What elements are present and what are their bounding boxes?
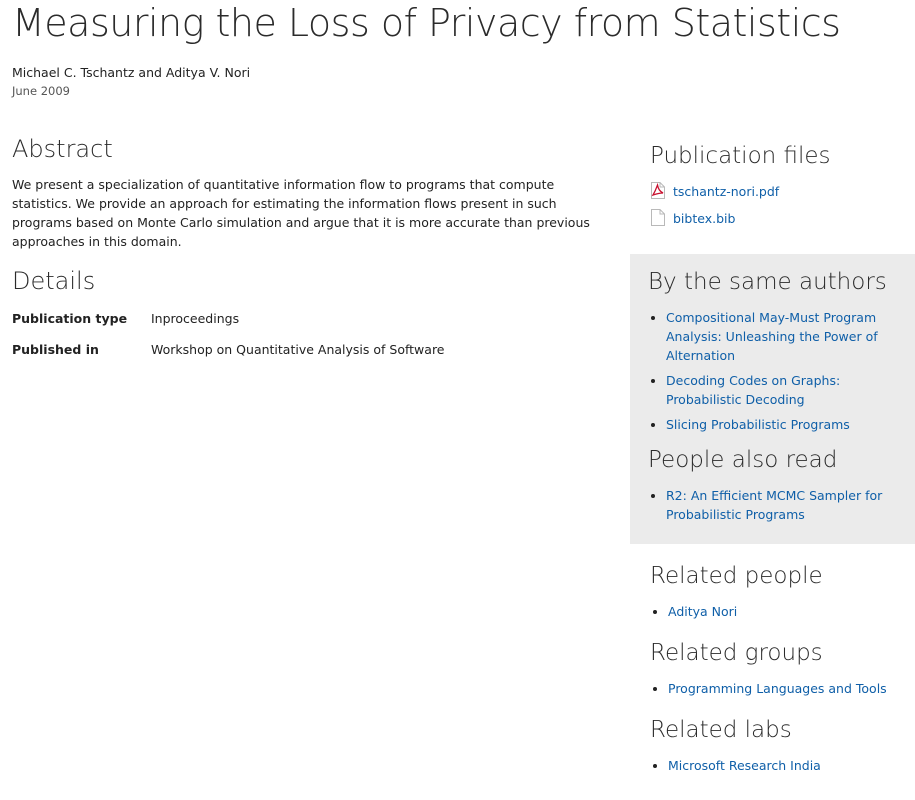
same-authors-link[interactable]: Slicing Probabilistic Programs — [666, 417, 850, 432]
related-labs-section — [630, 714, 915, 775]
file-item — [650, 209, 915, 236]
related-group-link[interactable]: Programming Languages and Tools — [668, 681, 887, 696]
also-read-list — [648, 486, 897, 524]
same-authors-link[interactable]: Decoding Codes on Graphs: Probabilistic Decoding — [666, 373, 841, 407]
related-people-section — [630, 560, 915, 621]
list-item — [668, 679, 915, 698]
sidebar — [630, 140, 915, 781]
details-row — [12, 342, 445, 373]
related-lab-link[interactable]: Microsoft Research India — [668, 758, 821, 773]
publication-date: June 2009 — [12, 84, 70, 98]
published-in-label: Published in — [12, 342, 99, 357]
also-read-link[interactable]: R2: An Efficient MCMC Sampler for Probabilistic Programs — [666, 488, 883, 522]
list-item — [666, 486, 897, 524]
related-people-heading: Related people — [650, 563, 823, 589]
pdf-file-link[interactable]: tschantz-nori.pdf — [673, 184, 780, 199]
same-authors-link[interactable]: Compositional May-Must Program Analysis: Unleashing the Power of Alternation — [666, 310, 878, 363]
people-also-read-heading: People also read — [648, 447, 838, 473]
list-item — [666, 308, 897, 365]
published-in-value: Workshop on Quantitative Analysis of Software — [151, 342, 445, 357]
related-groups-list — [650, 679, 915, 698]
related-labs-list — [650, 756, 915, 775]
publication-files-heading: Publication files — [650, 143, 831, 169]
file-item — [650, 182, 915, 209]
list-item — [666, 415, 897, 434]
file-list — [650, 182, 915, 236]
details-heading: Details — [12, 267, 96, 295]
publication-files-section — [630, 140, 915, 236]
authors-line: Michael C. Tschantz and Aditya V. Nori — [12, 65, 251, 80]
abstract-text: We present a specialization of quantitative information flow to programs that compute statistics. We provide an approach for estimating the information flows present in such programs based on Monte Carlo simulation and argue that it is more accurate than previous approaches in this domain. — [12, 177, 590, 249]
pdf-file-icon — [650, 182, 666, 199]
related-person-link[interactable]: Aditya Nori — [668, 604, 738, 619]
related-labs-heading: Related labs — [650, 717, 792, 743]
related-people-list — [650, 602, 915, 621]
publication-type-value: Inproceedings — [151, 311, 240, 326]
main-column — [12, 133, 602, 373]
related-publications-box — [630, 254, 915, 544]
publication-type-label: Publication type — [12, 311, 128, 326]
document-file-icon — [650, 209, 666, 226]
details-row — [12, 311, 445, 342]
details-table — [12, 311, 445, 373]
related-groups-section — [630, 637, 915, 698]
page-title: Measuring the Loss of Privacy from Statistics — [12, 1, 841, 45]
list-item — [668, 756, 915, 775]
list-item — [668, 602, 915, 621]
bibtex-file-link[interactable]: bibtex.bib — [673, 211, 736, 226]
same-authors-list — [648, 308, 897, 434]
related-groups-heading: Related groups — [650, 640, 823, 666]
list-item — [666, 371, 897, 409]
same-authors-heading: By the same authors — [648, 269, 887, 295]
abstract-heading: Abstract — [12, 135, 113, 163]
